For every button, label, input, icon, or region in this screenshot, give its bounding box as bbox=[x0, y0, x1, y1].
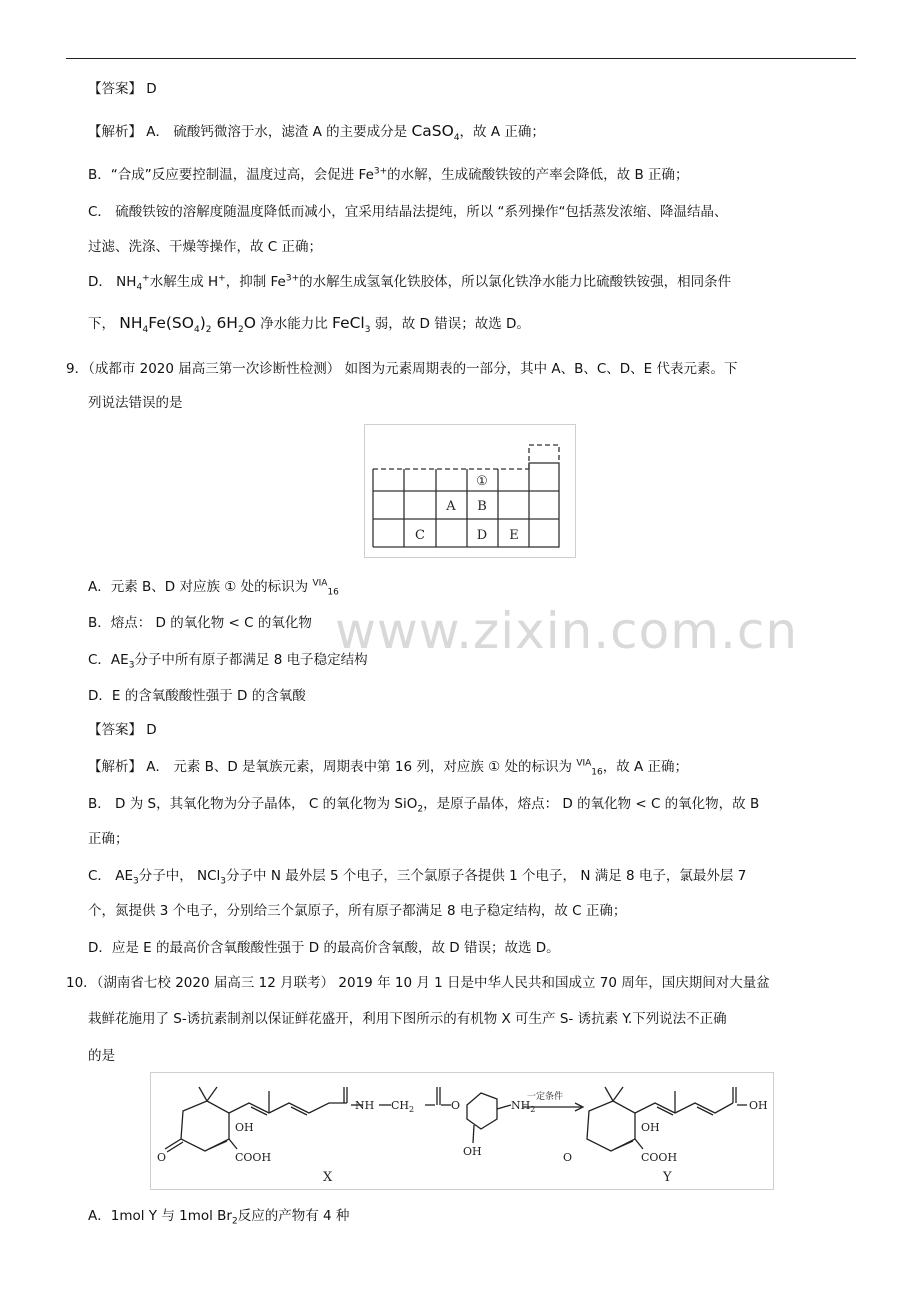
answer-label: 【答案】 bbox=[88, 722, 142, 738]
periodic-table-figure bbox=[364, 424, 576, 558]
sub: 2 bbox=[409, 1105, 415, 1114]
circle-one-label: ① bbox=[476, 474, 488, 489]
x-nh: NH bbox=[355, 1099, 375, 1112]
q8-analysis-b bbox=[88, 163, 689, 183]
text: A． 硫酸钙微溶于水，滤渣 A 的主要成分是 bbox=[146, 124, 408, 140]
analysis-label: 【解析】 bbox=[88, 759, 142, 775]
analysis-label: 【解析】 bbox=[88, 124, 142, 140]
sub: 2 bbox=[417, 804, 424, 815]
q8-analysis-a bbox=[88, 120, 545, 144]
element-a-label: A bbox=[446, 499, 456, 514]
x-o-ester: O bbox=[451, 1099, 461, 1112]
answer-value: D bbox=[146, 722, 157, 738]
text: 水解生成 H bbox=[149, 274, 219, 290]
y-methyl bbox=[605, 1087, 613, 1101]
y-methyl bbox=[613, 1087, 623, 1101]
answer-value: D bbox=[146, 81, 157, 97]
formula bbox=[332, 314, 371, 336]
q8-analysis-c2 bbox=[88, 235, 322, 255]
text: A． 元素 B、D 是氧族元素，周期表中第 16 列，对应族 ① 处的标识为 bbox=[146, 759, 573, 775]
x-phenol-oh: OH bbox=[463, 1145, 482, 1158]
q10-option-a bbox=[88, 1204, 350, 1227]
bond bbox=[473, 1125, 474, 1143]
q10-stem-1: 10．（湖南省七校 2020 届高三 12 月联考） 2019 年 10 月 1 日是中华人民共和国成立 70 周年，国庆期间对大量盆 bbox=[66, 975, 770, 991]
formula bbox=[411, 122, 460, 144]
element-e-label: E bbox=[509, 528, 519, 543]
x-methyl bbox=[207, 1087, 217, 1101]
sub: 2 bbox=[530, 1105, 536, 1114]
sub: 2 bbox=[237, 325, 244, 336]
text: ) bbox=[199, 314, 206, 332]
y-o: O bbox=[563, 1151, 573, 1164]
y-cooh: COOH bbox=[641, 1151, 678, 1164]
q8-answer-line bbox=[88, 77, 157, 97]
text: 弱，故 D 错误；故选 D。 bbox=[374, 316, 530, 332]
q9-analysis-a bbox=[88, 755, 689, 778]
text: B． D 为 S，其氧化物为分子晶体， C 的氧化物为 SiO bbox=[88, 796, 418, 812]
text: A．元素 B、D 对应族 ① 处的标识为 bbox=[88, 579, 309, 595]
reaction-scheme-svg bbox=[151, 1073, 773, 1189]
text: C． AE bbox=[88, 868, 133, 884]
header-rule bbox=[66, 58, 856, 59]
q9-option-a bbox=[88, 575, 339, 598]
sub: 16 bbox=[591, 767, 603, 778]
text: 分子中， NCl bbox=[138, 868, 221, 884]
sup: + bbox=[142, 273, 150, 284]
q9-analysis-c bbox=[88, 864, 747, 887]
q9-analysis-c2: 个，氮提供 3 个电子，分别给三个氯原子，所有原子都满足 8 电子稳定结构，故 C 正确； bbox=[88, 903, 627, 919]
x-o: O bbox=[157, 1151, 167, 1164]
text: ，故 A 正确； bbox=[602, 759, 689, 775]
element-b-label: B bbox=[477, 499, 487, 514]
text: A．1mol Y 与 1mol Br bbox=[88, 1208, 232, 1224]
sub: 3 bbox=[132, 876, 139, 887]
text: 分子中 N 最外层 5 个电子，三个氯原子各提供 1 个电子， N 满足 8 电子，氯最外层 7 bbox=[226, 868, 747, 884]
q9-stem-2: 列说法错误的是 bbox=[88, 395, 183, 411]
x-label: X bbox=[323, 1170, 333, 1185]
text: B 正确； bbox=[634, 167, 689, 183]
y-double bbox=[615, 1141, 633, 1149]
sup: 3+ bbox=[373, 166, 388, 177]
text: CaSO bbox=[411, 122, 454, 140]
sub: 3 bbox=[364, 325, 371, 336]
formula bbox=[119, 314, 256, 336]
text: 过滤、洗涤、干燥等操作，故 bbox=[88, 239, 264, 255]
text: FeCl bbox=[332, 314, 365, 332]
sub: 4 bbox=[136, 282, 143, 293]
q8-analysis-d1 bbox=[88, 270, 732, 293]
text: O bbox=[243, 314, 256, 332]
text: C． 硫酸铁铵的溶解度随温度降低而减小，宜采用结晶法提纯，所以 bbox=[88, 204, 494, 220]
sup: + bbox=[218, 273, 226, 284]
bond bbox=[229, 1139, 237, 1149]
bond bbox=[635, 1139, 643, 1149]
element-c-label: C bbox=[415, 528, 425, 543]
q9-answer-line bbox=[88, 718, 157, 738]
sub: 2 bbox=[205, 325, 212, 336]
q10-stem-2: 栽鲜花施用了 S-诱抗素制剂以保证鲜花盛开，利用下图所示的有机物 X 可生产 S- 诱抗素 Y.下列说法不正确 bbox=[88, 1011, 727, 1027]
x-cooh: COOH bbox=[235, 1151, 272, 1164]
q9-stem-1: 9．（成都市 2020 届高三第一次诊断性检测） 如图为元素周期表的一部分，其中 A、B、C、D、E 代表元素。下 bbox=[66, 361, 738, 377]
text: NH bbox=[511, 1099, 531, 1112]
x-double bbox=[209, 1141, 227, 1149]
q9-option-c bbox=[88, 648, 368, 671]
text: 的水解生成氢氧化铁胶体，所以氯化铁净水能力比硫酸铁铵强，相同条件 bbox=[299, 274, 732, 290]
text: NH bbox=[119, 314, 143, 332]
sup: 3+ bbox=[285, 273, 300, 284]
sub: 16 bbox=[327, 587, 339, 598]
text: Fe(SO bbox=[148, 314, 194, 332]
sub: 4 bbox=[453, 133, 460, 144]
q9-analysis-d: D．应是 E 的最高价含氧酸酸性强于 D 的最高价含氧酸，故 D 错误；故选 D。 bbox=[88, 940, 560, 956]
answer-label: 【答案】 bbox=[88, 81, 142, 97]
bond bbox=[497, 1105, 511, 1109]
q8-analysis-d2 bbox=[88, 312, 530, 336]
periodic-table-svg bbox=[365, 425, 575, 557]
y-oh: OH bbox=[641, 1121, 660, 1134]
sup: VIA bbox=[312, 578, 328, 589]
text: 的水解，生成硫酸铁铵的产率会降低，故 bbox=[387, 167, 631, 183]
sub: 3 bbox=[220, 876, 227, 887]
x-chain bbox=[229, 1103, 347, 1113]
y-oh-end: OH bbox=[749, 1099, 768, 1112]
text: 6H bbox=[211, 314, 238, 332]
text: ，抑制 Fe bbox=[225, 274, 286, 290]
sub: 4 bbox=[142, 325, 149, 336]
text: C．AE bbox=[88, 652, 129, 668]
x-oh: OH bbox=[235, 1121, 254, 1134]
text: 反应的产物有 4 种 bbox=[237, 1208, 350, 1224]
text: C 正确； bbox=[267, 239, 323, 255]
x-ch2 bbox=[391, 1099, 414, 1114]
text: 分子中所有原子都满足 8 电子稳定结构 bbox=[134, 652, 368, 668]
noble-column bbox=[529, 463, 559, 547]
q10-stem-3: 的是 bbox=[88, 1048, 115, 1064]
sub: 4 bbox=[193, 325, 200, 336]
q8-analysis-c1 bbox=[88, 200, 728, 220]
x-benzene bbox=[467, 1093, 497, 1129]
watermark: www.zixin.com.cn bbox=[335, 602, 799, 660]
sup: VIA bbox=[576, 758, 592, 769]
element-d-label: D bbox=[476, 528, 488, 543]
y-label: Y bbox=[663, 1170, 672, 1185]
text: 净水能力比 bbox=[255, 316, 328, 332]
reaction-scheme-figure bbox=[150, 1072, 774, 1190]
x-methyl bbox=[199, 1087, 207, 1101]
q9-option-b: B．熔点： D 的氧化物 < C 的氧化物 bbox=[88, 615, 312, 631]
text: D． NH bbox=[88, 274, 137, 290]
reaction-condition: 一定条件 bbox=[527, 1092, 564, 1102]
q9-analysis-b2: 正确； bbox=[88, 831, 129, 847]
q9-analysis-b bbox=[88, 792, 760, 815]
text: B．“合成”反应要控制温，温度过高，会促进 bbox=[88, 167, 355, 183]
q9-option-d: D．E 的含氧酸酸性强于 D 的含氧酸 bbox=[88, 688, 306, 704]
sub: 2 bbox=[231, 1216, 238, 1227]
dashed-column bbox=[529, 445, 559, 469]
sub: 3 bbox=[128, 660, 135, 671]
text: CH bbox=[391, 1099, 410, 1112]
text: “系列操作“包括蒸发浓缩、降温结晶、 bbox=[497, 204, 728, 220]
text: Fe bbox=[358, 167, 374, 183]
text: ，是原子晶体，熔点： D 的氧化物 < C 的氧化物，故 B bbox=[423, 796, 760, 812]
text: ，故 A 正确； bbox=[459, 124, 545, 140]
text: 下， bbox=[88, 316, 115, 332]
y-chain bbox=[635, 1103, 733, 1113]
